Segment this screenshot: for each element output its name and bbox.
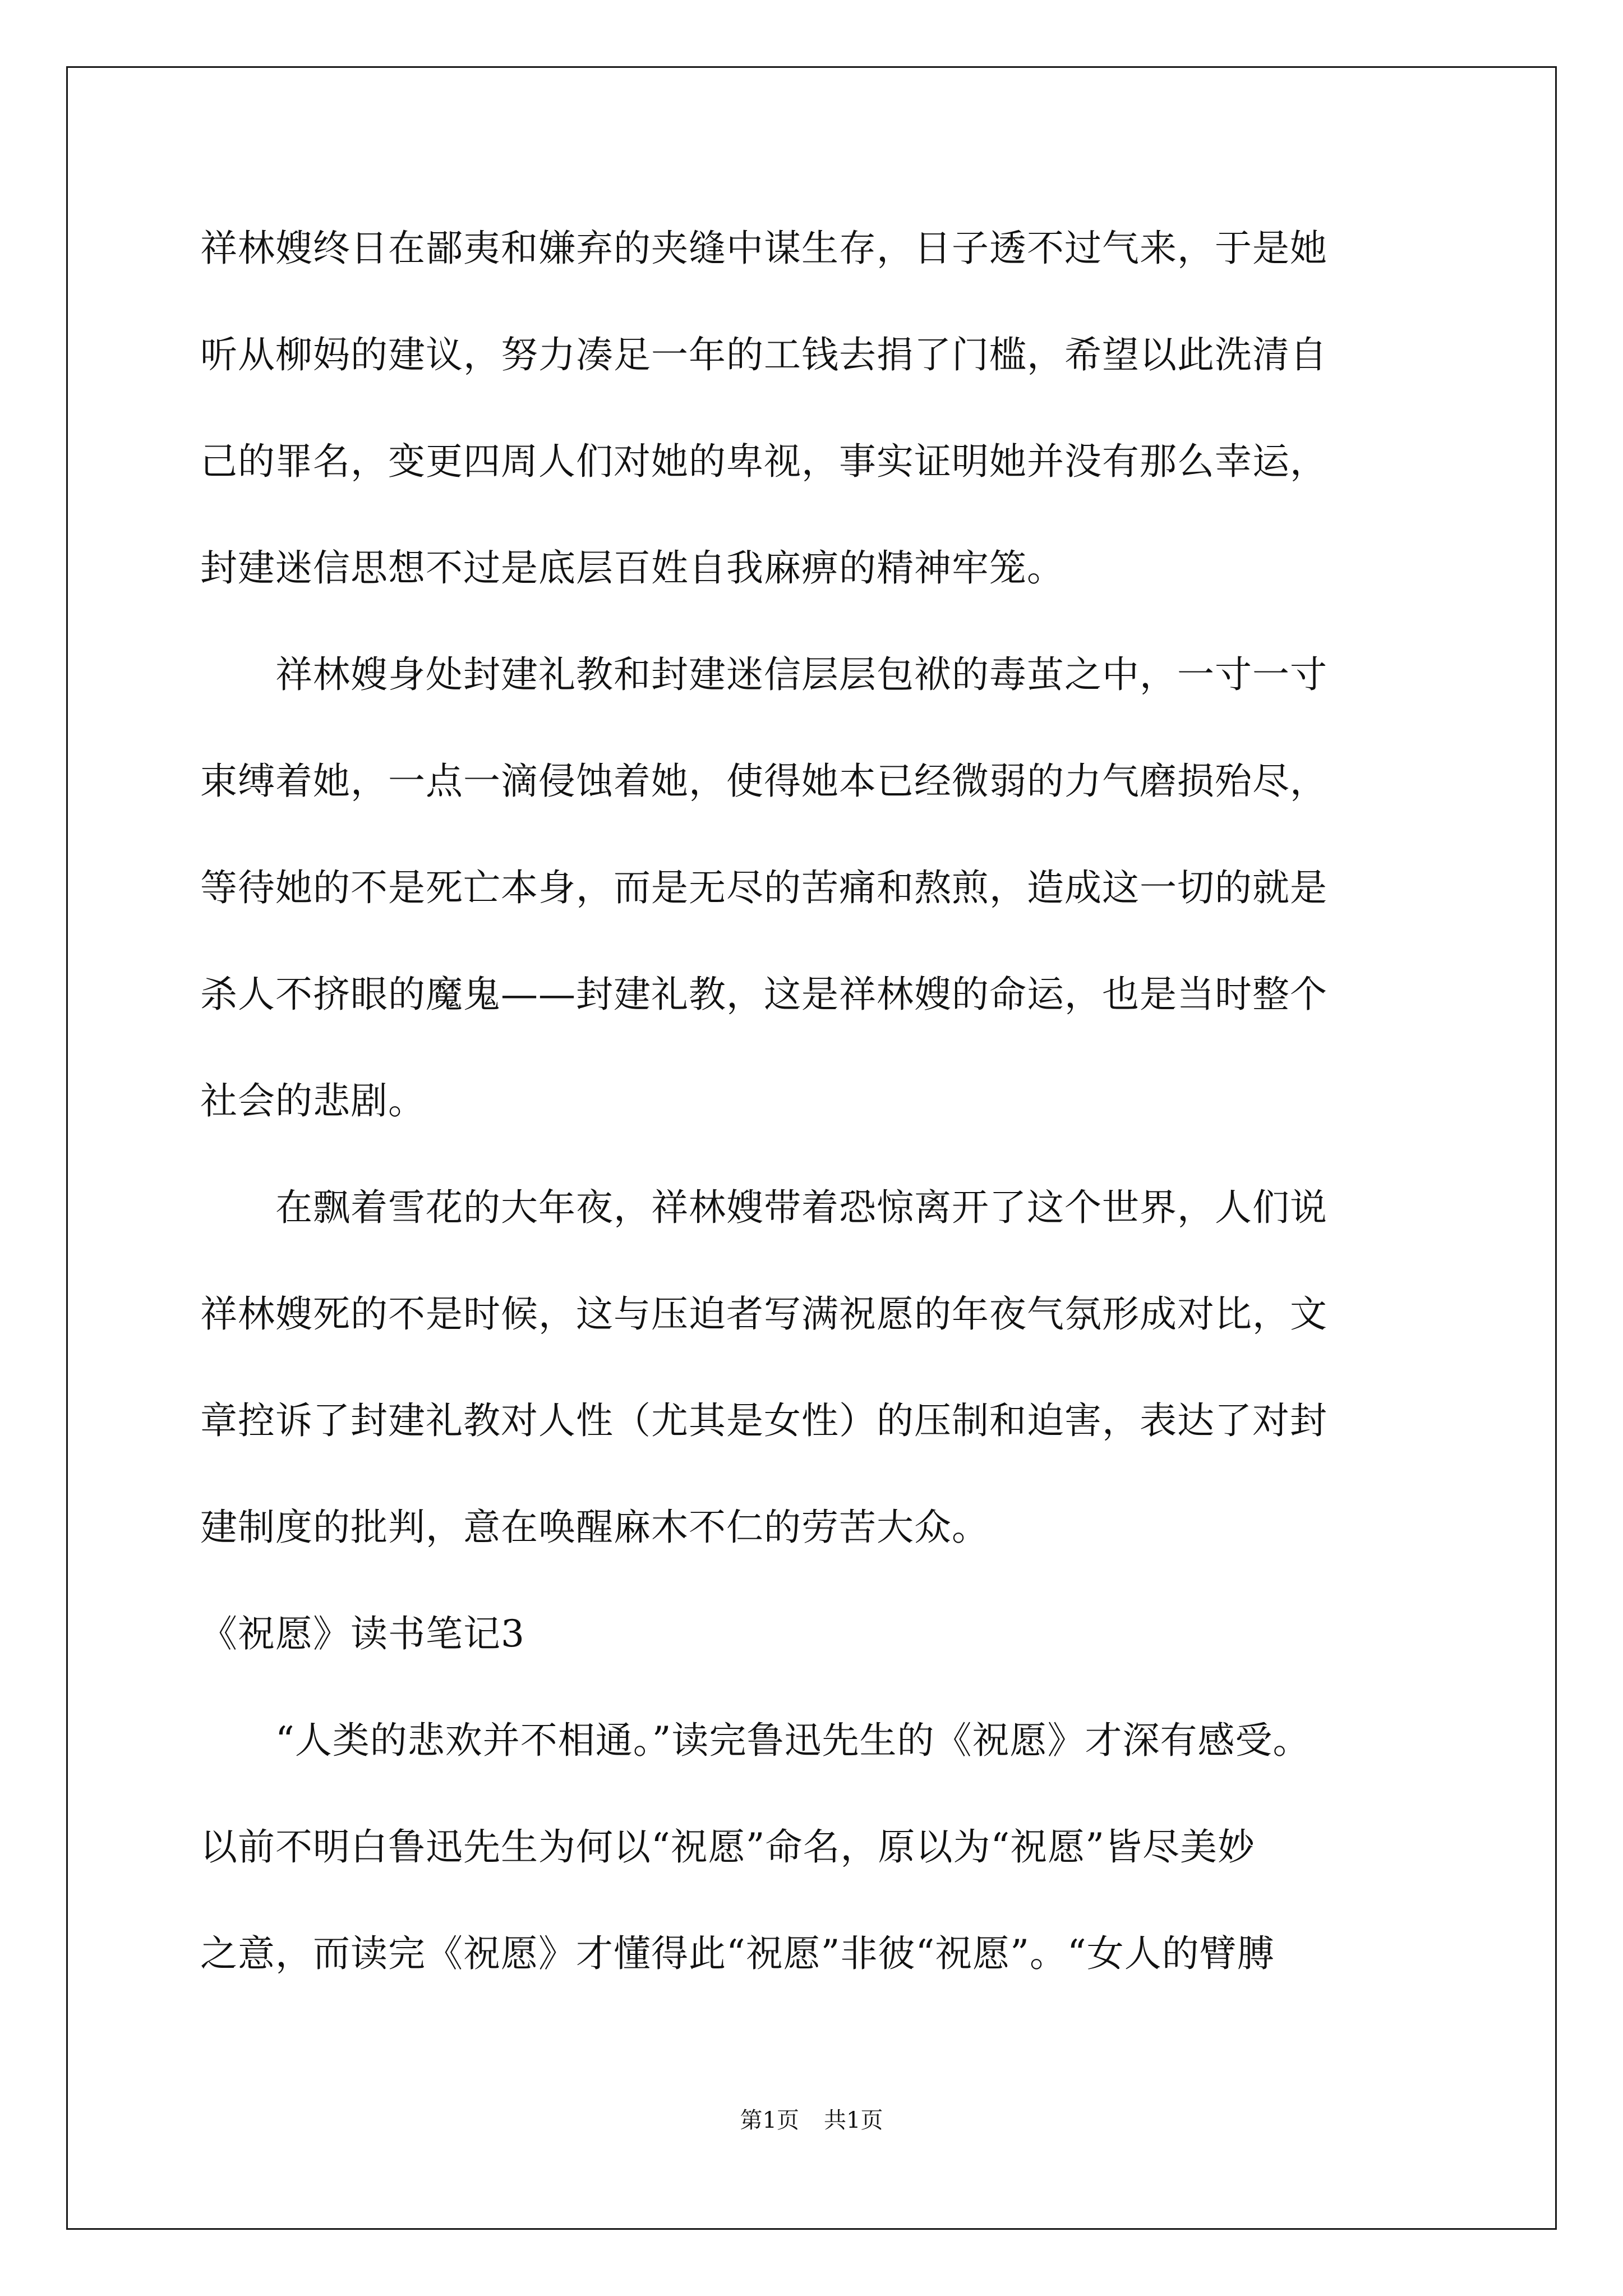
text-line: 等待她的不是死亡本身，而是无尽的苦痛和熬煎，造成这一切的就是	[200, 866, 1327, 909]
text-line: 在飘着雪花的大年夜，祥林嫂带着恐惊离开了这个世界，人们说	[200, 1186, 1327, 1229]
page-total: 共1页	[824, 2108, 883, 2133]
text-line: 祥林嫂终日在鄙夷和嫌弃的夹缝中谋生存，日子透不过气来，于是她	[200, 227, 1327, 270]
text-line: 祥林嫂死的不是时候，这与压迫者写满祝愿的年夜气氛形成对比，文	[200, 1292, 1327, 1336]
section-heading: 《祝愿》读书笔记3	[200, 1612, 525, 1655]
text-line: 祥林嫂身处封建礼教和封建迷信层层包袱的毒茧之中，一寸一寸	[200, 653, 1327, 696]
text-line: 封建迷信思想不过是底层百姓自我麻痹的精神牢笼。	[200, 546, 1064, 590]
page-border	[66, 66, 1557, 2230]
page-number: 第1页	[740, 2108, 799, 2133]
page-footer	[0, 2106, 1623, 2134]
text-line: 社会的悲剧。	[200, 1079, 426, 1122]
text-line: 己的罪名，变更四周人们对她的卑视，事实证明她并没有那么幸运，	[200, 440, 1327, 483]
text-line: 以前不明白鲁迅先生为何以“祝愿”命名，原以为“祝愿”皆尽美妙	[200, 1825, 1255, 1869]
text-line: 束缚着她，一点一滴侵蚀着她，使得她本已经微弱的力气磨损殆尽，	[200, 760, 1327, 803]
text-line: 杀人不挤眼的魔鬼——封建礼教，这是祥林嫂的命运，也是当时整个	[200, 973, 1327, 1016]
text-line: 章控诉了封建礼教对人性（尤其是女性）的压制和迫害，表达了对封	[200, 1399, 1327, 1442]
text-line: 听从柳妈的建议，努力凑足一年的工钱去捐了门槛，希望以此洗清自	[200, 333, 1327, 376]
text-line: 建制度的批判，意在唤醒麻木不仁的劳苦大众。	[200, 1506, 989, 1549]
text-line: 之意，而读完《祝愿》才懂得此“祝愿”非彼“祝愿”。“女人的臂膊	[200, 1932, 1275, 1975]
text-line: “人类的悲欢并不相通。”读完鲁迅先生的《祝愿》才深有感受。	[200, 1719, 1311, 1762]
